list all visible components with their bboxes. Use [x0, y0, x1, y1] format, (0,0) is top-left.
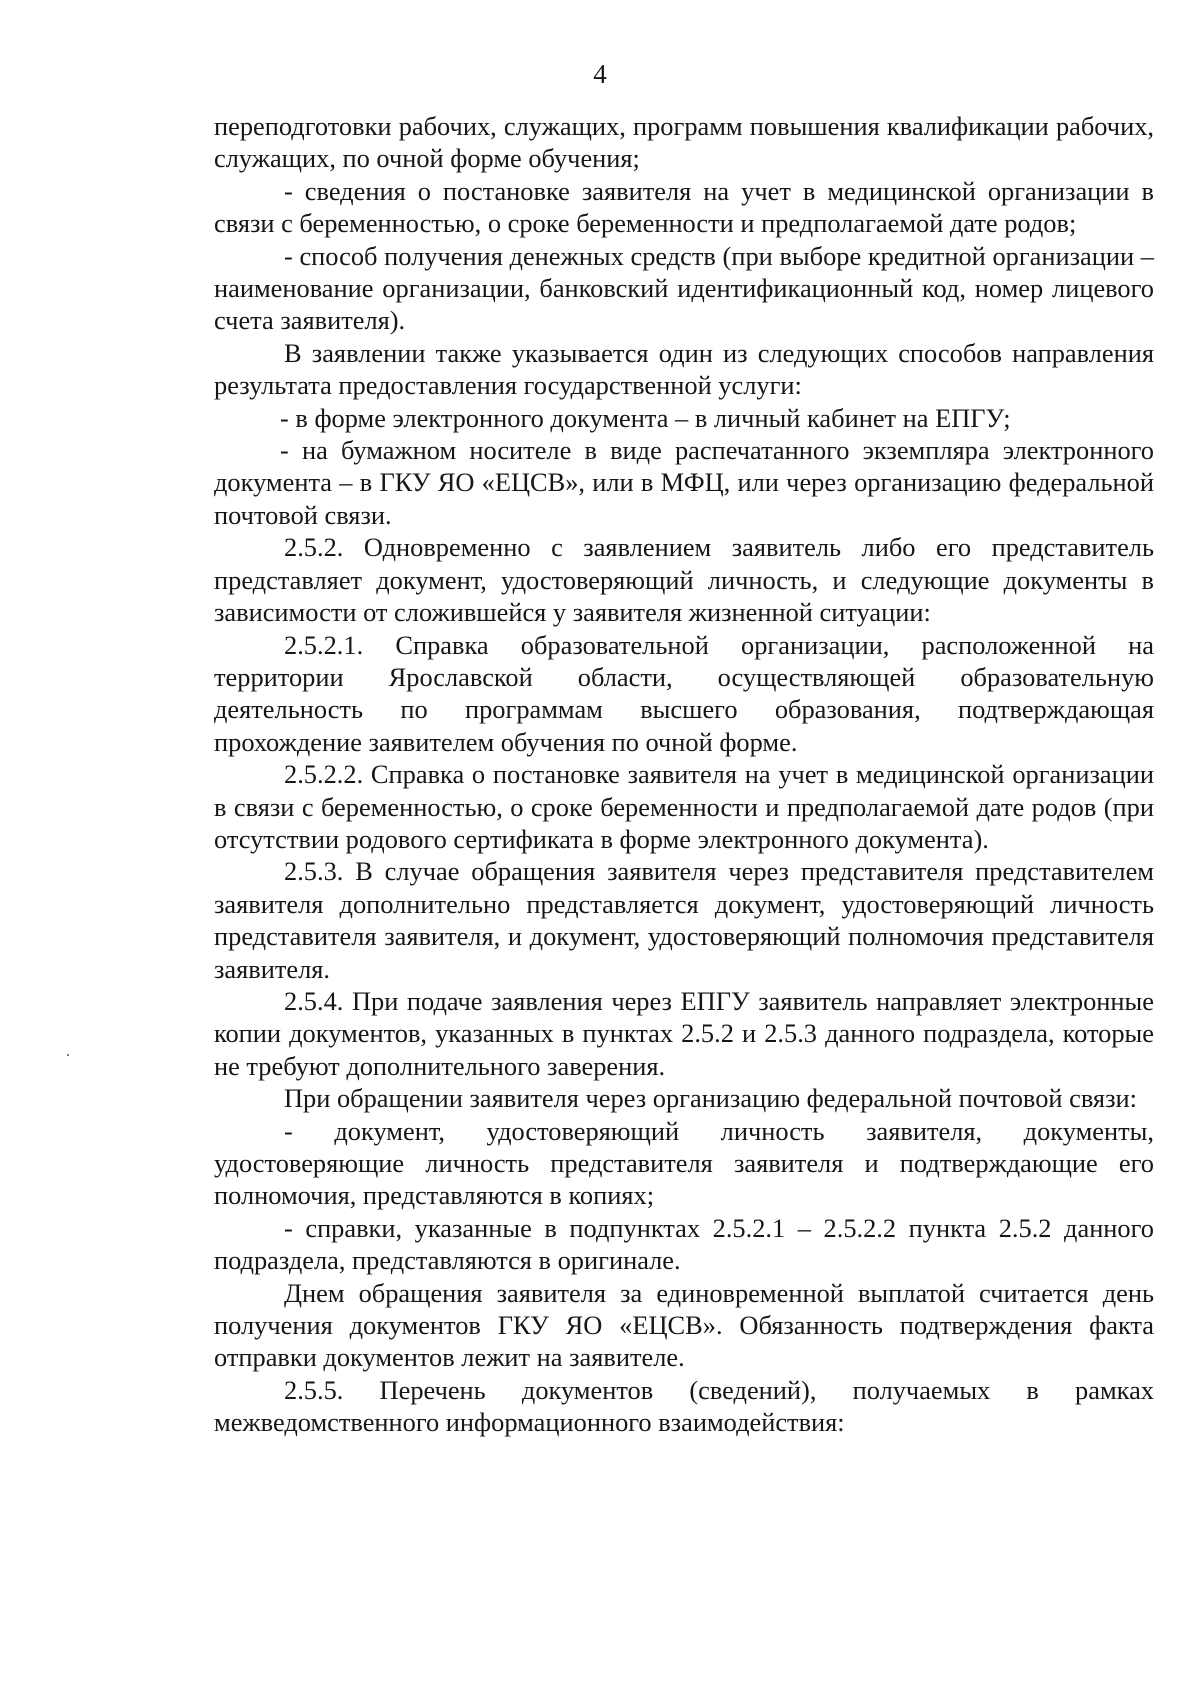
- document-body: [214, 110, 1154, 1439]
- paragraph-payment-method: - способ получения денежных средств (при выборе кредитной организации – наименование организации, банковский идентификационный код, номер лицевого счета заявителя).: [214, 240, 1154, 336]
- paragraph-postal-originals: - справки, указанные в подпунктах 2.5.2.1 – 2.5.2.2 пункта 2.5.2 данного подраздела, представляются в оригинале.: [214, 1212, 1154, 1276]
- paragraph-pregnancy-info: - сведения о постановке заявителя на учет в медицинской организации в связи с беременностью, о сроке беременности и предполагаемой дате родов;: [214, 175, 1154, 239]
- page-number: 4: [593, 59, 607, 89]
- scan-speck: [67, 1054, 69, 1056]
- paragraph-continuation: переподготовки рабочих, служащих, программ повышения квалификации рабочих, служащих, по очной форме обучения;: [214, 111, 1154, 174]
- paragraph-2-5-3: 2.5.3. В случае обращения заявителя через представителя представителем заявителя дополнительно представляется документ, удостоверяющий личность представителя заявителя, и документ, удостоверяющий полномочия представителя заявителя.: [214, 856, 1154, 984]
- paragraph-2-5-2: 2.5.2. Одновременно с заявлением заявитель либо его представитель представляет документ, удостоверяющий личность, и следующие документы в зависимости от сложившейся у заявителя жизненной ситуации:: [214, 532, 1154, 628]
- paragraph-result-delivery: В заявлении также указывается один из следующих способов направления результата предоставления государственной услуги:: [214, 337, 1154, 401]
- paragraph-2-5-5: 2.5.5. Перечень документов (сведений), получаемых в рамках межведомственного информационного взаимодействия:: [214, 1374, 1154, 1438]
- paragraph-paper-form: - на бумажном носителе в виде распечатанного экземпляра электронного документа – в ГКУ ЯО «ЕЦСВ», или в МФЦ, или через организацию федеральной почтовой связи.: [214, 435, 1154, 530]
- paragraph-electronic-form: - в форме электронного документа – в личный кабинет на ЕПГУ;: [280, 402, 1011, 433]
- paragraph-2-5-4: 2.5.4. При подаче заявления через ЕПГУ заявитель направляет электронные копии документов, указанных в пунктах 2.5.2 и 2.5.3 данного подраздела, которые не требуют дополнительного заверения.: [214, 985, 1154, 1081]
- paragraph-2-5-2-1: 2.5.2.1. Справка образовательной организации, расположенной на территории Ярославской области, осуществляющей образовательную деятельность по программам высшего образования, подтверждающая прохождение заявителем обучения по очной форме.: [214, 629, 1154, 757]
- paragraph-postal-copies: - документ, удостоверяющий личность заявителя, документы, удостоверяющие личность представителя заявителя и подтверждающие его полномочия, представляются в копиях;: [214, 1115, 1154, 1211]
- paragraph-postal: При обращении заявителя через организацию федеральной почтовой связи:: [284, 1083, 1137, 1114]
- paragraph-2-5-2-2: 2.5.2.2. Справка о постановке заявителя на учет в медицинской организации в связи с беременностью, о сроке беременности и предполагаемой дате родов (при отсутствии родового сертификата в форме электронного документа).: [214, 759, 1154, 854]
- paragraph-application-date: Днем обращения заявителя за единовременной выплатой считается день получения документов ГКУ ЯО «ЕЦСВ». Обязанность подтверждения факта отправки документов лежит на заявителе.: [214, 1277, 1154, 1373]
